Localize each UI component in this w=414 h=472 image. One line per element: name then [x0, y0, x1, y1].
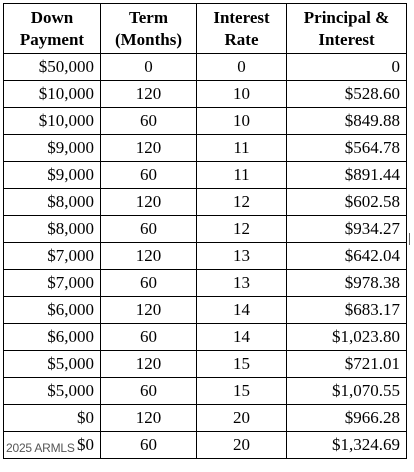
cell-term: 60	[101, 432, 197, 459]
cell-term: 0	[101, 54, 197, 81]
cell-interest-rate: 12	[197, 189, 287, 216]
cell-interest-rate: 14	[197, 324, 287, 351]
cell-principal-interest: $564.78	[287, 135, 407, 162]
cell-term: 120	[101, 405, 197, 432]
table-row	[4, 297, 407, 324]
cell-principal-interest: $849.88	[287, 108, 407, 135]
table-row	[4, 162, 407, 189]
cell-interest-rate: 11	[197, 135, 287, 162]
cell-principal-interest: $966.28	[287, 405, 407, 432]
cell-down-payment: $7,000	[4, 270, 101, 297]
table-row	[4, 378, 407, 405]
table-row	[4, 189, 407, 216]
cell-principal-interest: 0	[287, 54, 407, 81]
cell-down-payment: $50,000	[4, 54, 101, 81]
table-body	[4, 54, 407, 459]
cell-term: 60	[101, 162, 197, 189]
table-row	[4, 270, 407, 297]
cell-principal-interest: $891.44	[287, 162, 407, 189]
cell-down-payment: $9,000	[4, 135, 101, 162]
cell-term: 60	[101, 324, 197, 351]
cell-principal-interest: $642.04	[287, 243, 407, 270]
cell-principal-interest: $1,324.69	[287, 432, 407, 459]
table-row	[4, 351, 407, 378]
table-row	[4, 216, 407, 243]
cell-principal-interest: $1,023.80	[287, 324, 407, 351]
table-row	[4, 108, 407, 135]
cell-down-payment: $5,000	[4, 351, 101, 378]
cell-interest-rate: 0	[197, 54, 287, 81]
table-row	[4, 135, 407, 162]
cell-term: 120	[101, 135, 197, 162]
edge-mark	[409, 233, 410, 245]
cell-interest-rate: 12	[197, 216, 287, 243]
cell-term: 60	[101, 270, 197, 297]
cell-interest-rate: 20	[197, 405, 287, 432]
cell-interest-rate: 13	[197, 270, 287, 297]
cell-interest-rate: 20	[197, 432, 287, 459]
cell-down-payment: $10,000	[4, 81, 101, 108]
cell-interest-rate: 11	[197, 162, 287, 189]
cell-down-payment: $8,000	[4, 216, 101, 243]
header-interest-rate: Interest Rate	[197, 4, 287, 54]
table-row	[4, 324, 407, 351]
cell-down-payment: $7,000	[4, 243, 101, 270]
cell-interest-rate: 15	[197, 378, 287, 405]
cell-term: 60	[101, 378, 197, 405]
cell-down-payment: $9,000	[4, 162, 101, 189]
cell-term: 120	[101, 81, 197, 108]
header-down-payment: Down Payment	[4, 4, 101, 54]
cell-down-payment: $6,000	[4, 297, 101, 324]
cell-term: 60	[101, 216, 197, 243]
cell-interest-rate: 15	[197, 351, 287, 378]
cell-term: 120	[101, 189, 197, 216]
cell-down-payment: $0	[4, 432, 101, 459]
cell-down-payment: $8,000	[4, 189, 101, 216]
cell-down-payment: $10,000	[4, 108, 101, 135]
cell-interest-rate: 10	[197, 108, 287, 135]
cell-down-payment: $0	[4, 405, 101, 432]
cell-term: 120	[101, 243, 197, 270]
cell-principal-interest: $528.60	[287, 81, 407, 108]
cell-term: 120	[101, 297, 197, 324]
cell-principal-interest: $683.17	[287, 297, 407, 324]
cell-term: 120	[101, 351, 197, 378]
cell-down-payment: $5,000	[4, 378, 101, 405]
cell-principal-interest: $978.38	[287, 270, 407, 297]
table-row	[4, 81, 407, 108]
header-row	[4, 4, 407, 54]
loan-terms-table	[3, 3, 407, 459]
cell-interest-rate: 13	[197, 243, 287, 270]
cell-down-payment: $6,000	[4, 324, 101, 351]
cell-term: 60	[101, 108, 197, 135]
table-row	[4, 405, 407, 432]
cell-principal-interest: $602.58	[287, 189, 407, 216]
cell-interest-rate: 14	[197, 297, 287, 324]
table-row	[4, 243, 407, 270]
cell-principal-interest: $721.01	[287, 351, 407, 378]
payment-schedule	[3, 3, 407, 459]
cell-principal-interest: $1,070.55	[287, 378, 407, 405]
header-principal-interest: Principal & Interest	[287, 4, 407, 54]
header-term: Term (Months)	[101, 4, 197, 54]
watermark-text: 2025 ARMLS	[6, 441, 75, 455]
cell-principal-interest: $934.27	[287, 216, 407, 243]
table-row	[4, 54, 407, 81]
cell-interest-rate: 10	[197, 81, 287, 108]
